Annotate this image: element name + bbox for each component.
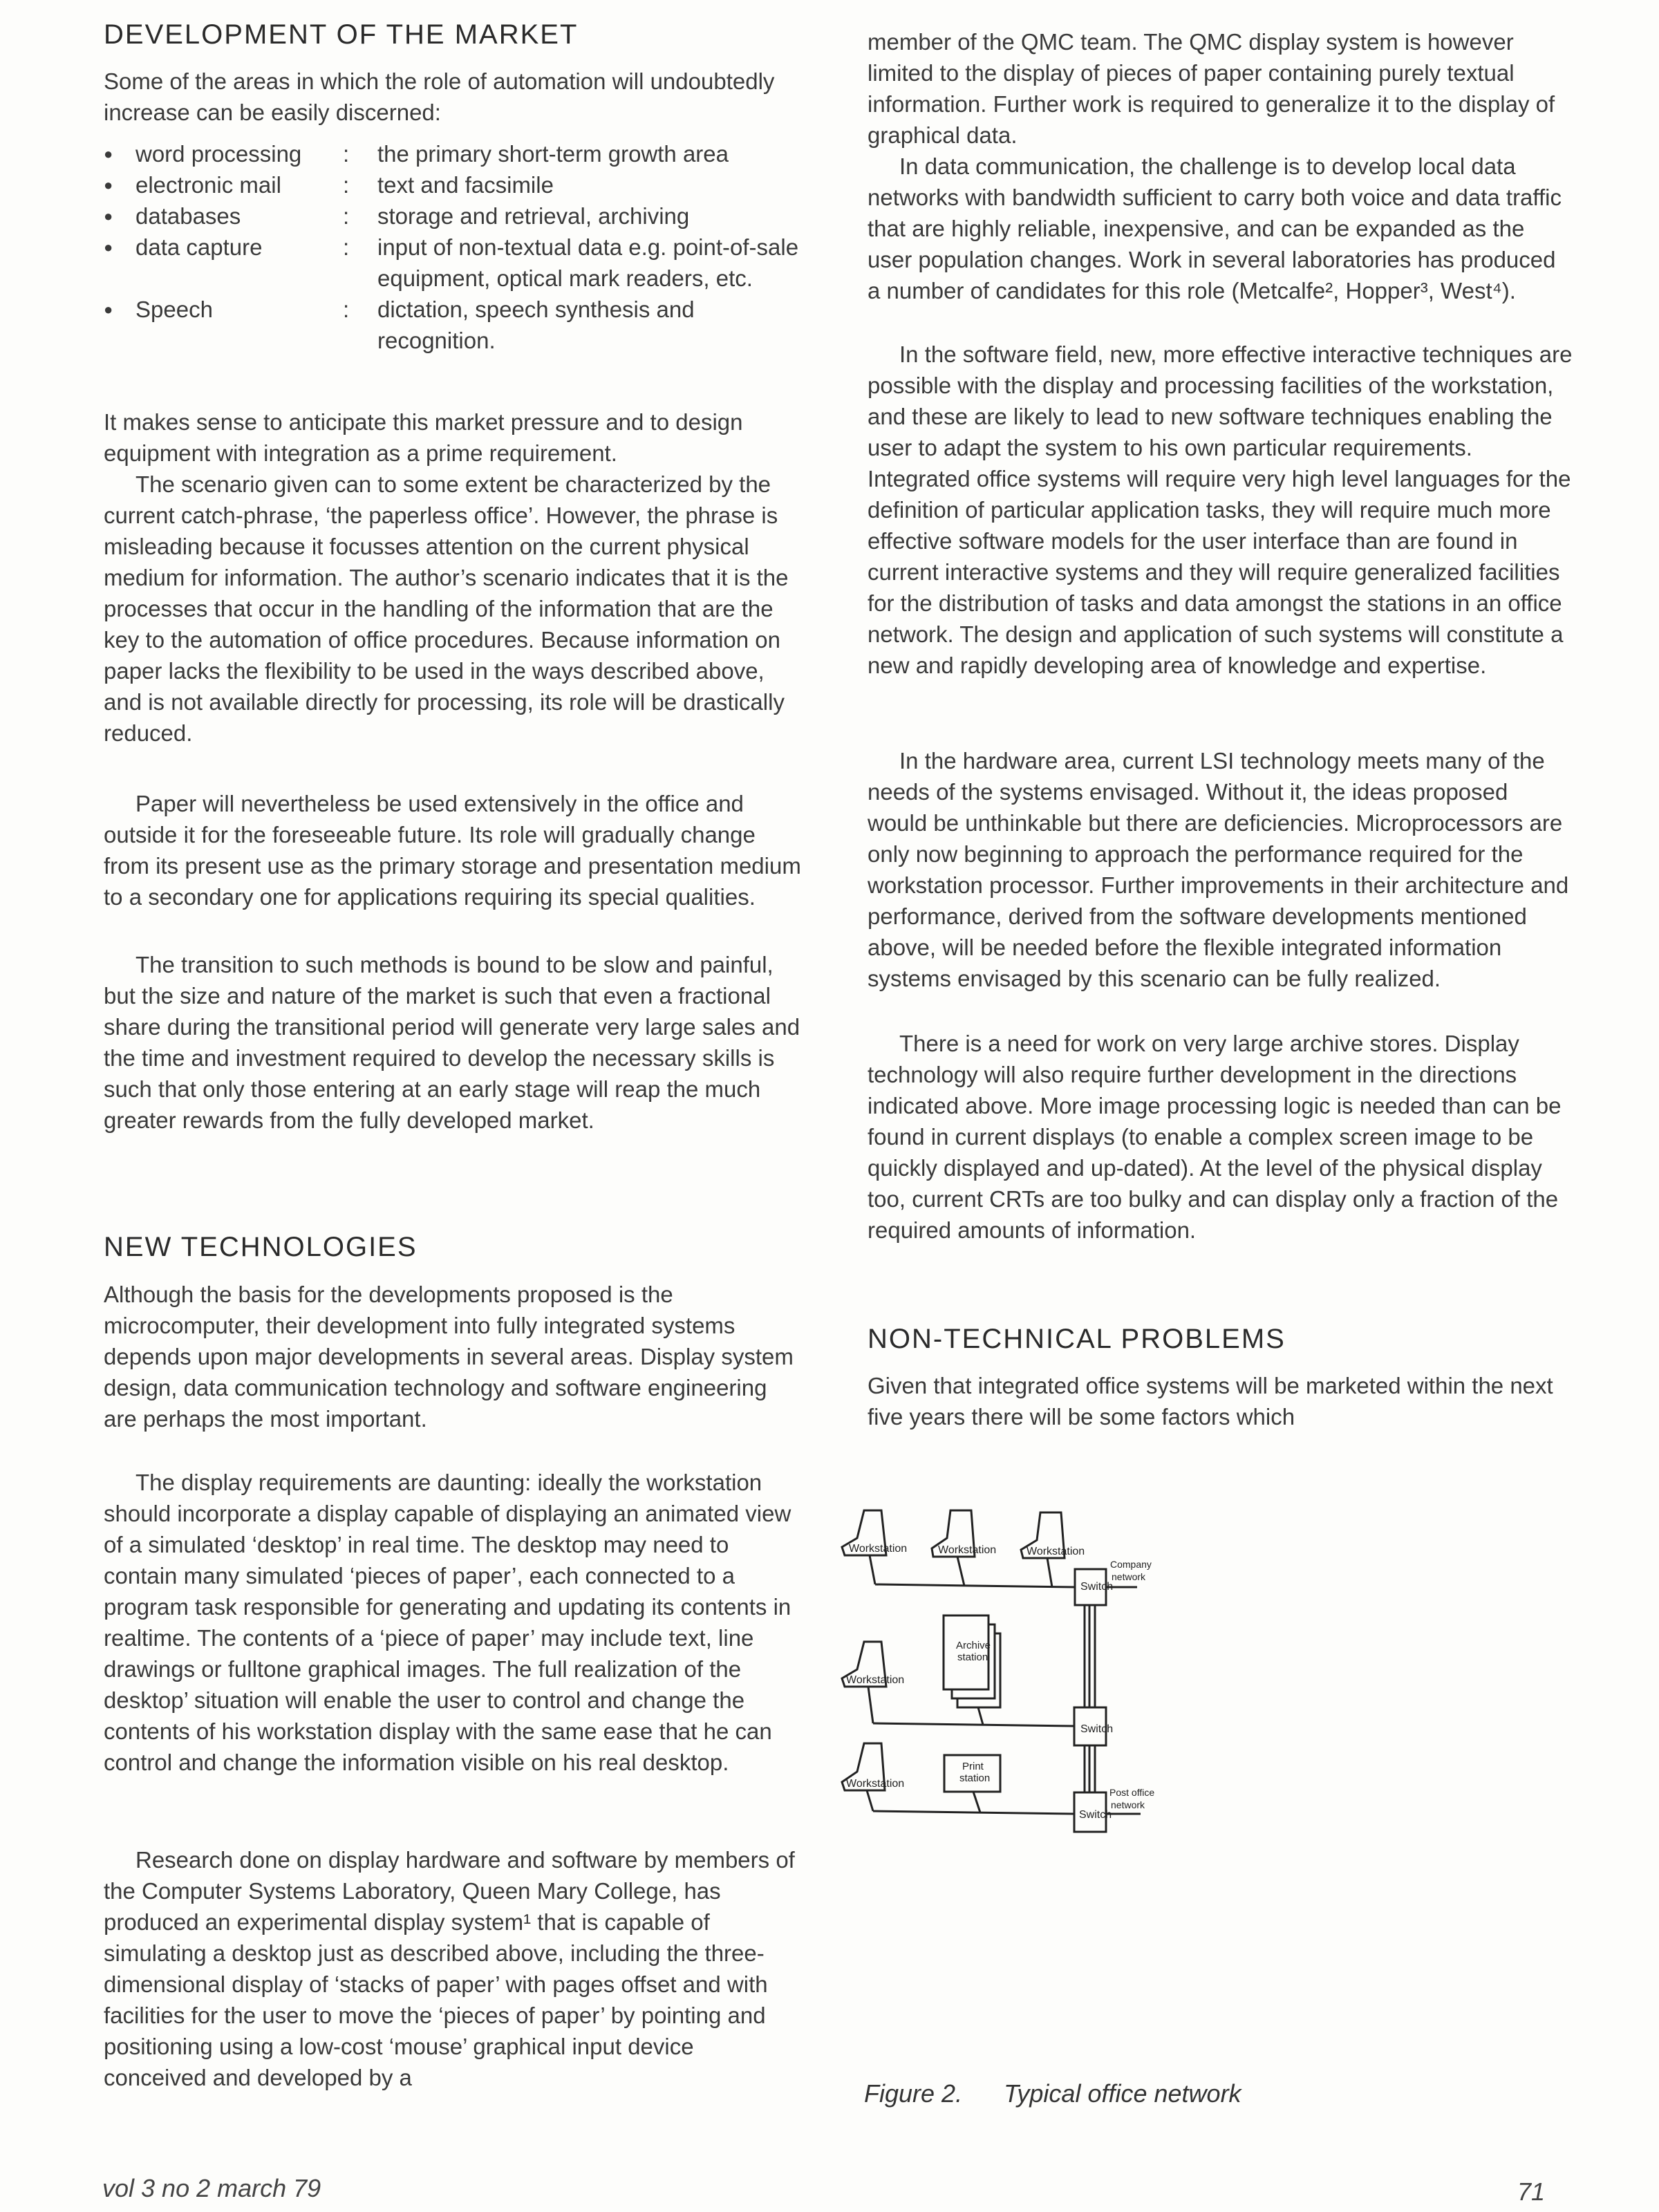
paragraph: In data communication, the challenge is to develop local data networks with bandwidth sufficient to carry both voice and data traffic that are highly reliable, inexpensive, and can be expanded as the user population changes. Work in several laboratories has produced a number of candidates for this role (Metcalfe², Hopper³, West⁴). xyxy=(868,153,1562,303)
paragraph: There is a need for work on very large archive stores. Display technology will also require further development in the directions indicated above. More image processing logic is needed than can be found in current displays (to enable a complex screen image to be quickly displayed and up-dated). At the level of the physical display too, current CRTs are too bulky and can display only a fraction of the required amounts of information. xyxy=(868,1031,1562,1243)
paragraph: Given that integrated office systems will be marketed within the next five years there will be some factors which xyxy=(868,1373,1553,1430)
svg-text:station: station xyxy=(957,1651,988,1663)
svg-text:network: network xyxy=(1112,1571,1146,1582)
paragraph: It makes sense to anticipate this market pressure and to design equipment with integration as a prime requirement. xyxy=(104,409,743,466)
bullet-icon: ● xyxy=(104,301,113,318)
office-network-diagram xyxy=(830,1486,1659,2039)
figure-number: Figure 2. xyxy=(864,2079,963,2108)
workstation-icon xyxy=(932,1510,996,1586)
svg-text:Archive: Archive xyxy=(956,1640,991,1651)
page-number: 71 xyxy=(1517,2177,1546,2206)
svg-text:Print: Print xyxy=(962,1761,984,1772)
svg-text:Workstation: Workstation xyxy=(938,1544,997,1556)
application-areas-list xyxy=(104,138,802,356)
paragraph: Research done on display hardware and software by members of the Computer Systems Laboratory, Queen Mary College, has produced an experimental display system¹ that is capable of simulating a desktop just as described above, including the three-dimensional display of ‘stacks of paper’ with pages offset and with facilities for the user to move the ‘pieces of paper’ by pointing and positioning using a low-cost ‘mouse’ graphical input device conceived and developed by a xyxy=(104,1847,795,2090)
svg-text:Post office: Post office xyxy=(1109,1787,1155,1798)
svg-text:network: network xyxy=(1111,1799,1145,1810)
bullet-icon: ● xyxy=(104,176,113,194)
svg-text:Switch: Switch xyxy=(1080,1723,1114,1735)
paragraph: The transition to such methods is bound to be slow and painful, but the size and nature of the market is such that even a fractional share during the transitional period will generate very large sales and the time and investment required to develop the necessary skills is such that only those entering at an early stage will reap the much greater rewards from the fully developed market. xyxy=(104,952,800,1133)
list-item: ● word processing : the primary short-term growth area xyxy=(104,138,802,169)
print-station xyxy=(944,1755,1000,1812)
list-item: ● data capture : input of non-textual data e.g. point-of-sale equipment, optical mark readers, etc. xyxy=(104,232,802,294)
switch-box xyxy=(1074,1707,1113,1745)
paragraph: The display requirements are daunting: ideally the workstation should incorporate a display capable of displaying an animated view of a simulated ‘desktop’ in real time. The desktop may need to contain many simulated ‘pieces of paper’, each connected to a program task responsible for generating and updating its contents in realtime. The contents of a ‘piece of paper’ may include text, line drawings or fulltone graphical images. The full realization of the desktop’ situation will enable the user to control and change the contents of his workstation display with the same ease that he can control and change the information visible on his real desktop. xyxy=(104,1470,791,1775)
svg-text:Workstation: Workstation xyxy=(1027,1546,1085,1557)
journal-issue: vol 3 no 2 march 79 xyxy=(102,2174,321,2202)
paragraph: member of the QMC team. The QMC display system is however limited to the display of pieces of paper containing purely textual information. Further work is required to generalize it to the display of graphical data. xyxy=(868,29,1555,148)
svg-text:Switch: Switch xyxy=(1080,1581,1114,1593)
paragraph: Although the basis for the developments proposed is the microcomputer, their development into fully integrated systems depends upon major developments in several areas. Display system design, data communication technology and software engineering are perhaps the most important. xyxy=(104,1282,794,1432)
list-item: ● Speech : dictation, speech synthesis and recognition. xyxy=(104,294,802,356)
section-heading-new-technologies: NEW TECHNOLOGIES xyxy=(104,1232,418,1262)
archive-station xyxy=(944,1615,1000,1725)
workstation-icon xyxy=(842,1743,904,1811)
workstation-icon xyxy=(842,1510,907,1584)
figure-title: Typical office network xyxy=(1004,2079,1241,2108)
svg-text:Switch: Switch xyxy=(1079,1809,1112,1821)
switch-box xyxy=(1074,1792,1112,1832)
bullet-icon: ● xyxy=(104,238,113,256)
list-item: ● electronic mail : text and facsimile xyxy=(104,169,802,200)
svg-text:station: station xyxy=(959,1772,991,1784)
intro-paragraph: Some of the areas in which the role of automation will undoubtedly increase can be easily discerned: xyxy=(104,68,775,125)
svg-text:Workstation: Workstation xyxy=(846,1778,905,1790)
bullet-icon: ● xyxy=(104,207,113,225)
section-heading-non-technical: NON-TECHNICAL PROBLEMS xyxy=(868,1324,1286,1354)
bullet-icon: ● xyxy=(104,145,113,162)
paragraph: In the software field, new, more effective interactive techniques are possible with the display and processing facilities of the workstation, and these are likely to lead to new software techniques enabling the user to adapt the system to his own particular requirements. Integrated office systems will require very high level languages for the definition of particular application tasks, they will require much more effective software models for the user interface than are found in current interactive systems and they will require generalized facilities for the distribution of tasks and data amongst the stations in an office network. The design and application of such systems will constitute a new and rapidly developing area of knowledge and expertise. xyxy=(868,341,1573,678)
workstation-icon xyxy=(842,1642,904,1723)
figure-caption xyxy=(864,2079,1241,2108)
section-heading-development: DEVELOPMENT OF THE MARKET xyxy=(104,19,579,50)
svg-text:Workstation: Workstation xyxy=(846,1674,905,1686)
svg-text:Company: Company xyxy=(1110,1559,1152,1570)
paragraph: In the hardware area, current LSI technology meets many of the needs of the systems envisaged. Without it, the ideas proposed would be unthinkable but there are deficiencies. Microprocessors are only now beginning to approach the performance required for the workstation processor. Further improvements in their architecture and performance, derived from the software developments mentioned above, will be needed before the flexible integrated information systems envisaged by this scenario can be fully realized. xyxy=(868,748,1569,991)
list-item: ● databases : storage and retrieval, archiving xyxy=(104,200,802,232)
paragraph: Paper will nevertheless be used extensively in the office and outside it for the foreseeable future. Its role will gradually change from its present use as the primary storage and presentation medium to a secondary one for applications requiring its special qualities. xyxy=(104,791,801,910)
svg-text:Workstation: Workstation xyxy=(849,1543,908,1555)
paragraph: The scenario given can to some extent be characterized by the current catch-phrase, ‘the paperless office’. However, the phrase is misleading because it focusses attention on the current physical medium for information. The author’s scenario indicates that it is the processes that occur in the handling of the information that are the key to the automation of office procedures. Because information on paper lacks the flexibility to be used in the ways described above, and is not available directly for processing, its role will be drastically reduced. xyxy=(104,471,789,746)
